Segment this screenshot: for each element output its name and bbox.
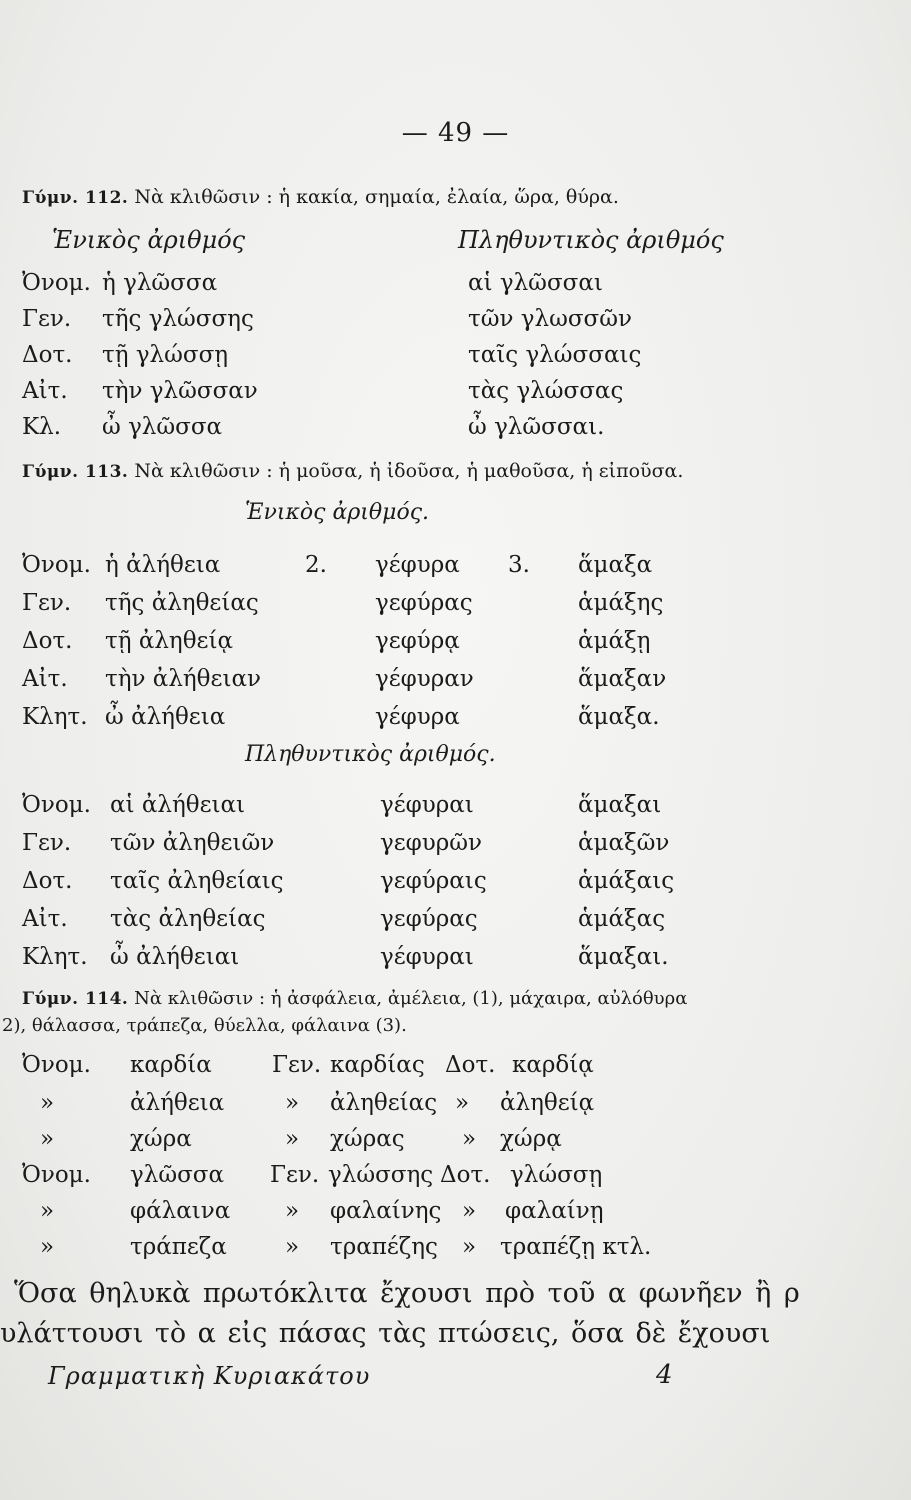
- aletheia-form: ὦ ἀλήθειαι: [110, 944, 240, 970]
- gefyra-form: γέφυραν: [375, 666, 474, 692]
- singular-form: ὦ γλῶσσα: [102, 414, 223, 440]
- ditto-mark: »: [40, 1090, 55, 1116]
- gefyra-form: γεφυρῶν: [380, 830, 483, 856]
- ditto-mark: »: [462, 1126, 477, 1152]
- case-label: Γεν.: [22, 306, 72, 332]
- exercise-113: [22, 460, 683, 482]
- aletheia-form: αἱ ἀλήθειαι: [110, 792, 246, 818]
- hamaxa-form: ἅμαξα.: [578, 704, 660, 730]
- dative-form: γλώσσῃ: [510, 1162, 603, 1188]
- case-label: Δοτ.: [22, 868, 73, 894]
- hamaxa-form: ἅμαξαι: [578, 792, 662, 818]
- nominative-form: καρδία: [130, 1052, 212, 1078]
- singular-form: τῇ γλώσσῃ: [102, 342, 229, 368]
- rule-line: υλάττουσι τὸ α εἰς πάσας τὰς πτώσεις, ὅσα δὲ ἔχουσι: [0, 1318, 771, 1349]
- ditto-mark: »: [285, 1198, 300, 1224]
- aletheia-form: τῇ ἀληθείᾳ: [105, 628, 234, 654]
- singular-heading: Ἑνικὸς ἀριθμός: [52, 226, 246, 254]
- ditto-mark: »: [40, 1198, 55, 1224]
- dative-form: χώρᾳ: [500, 1126, 562, 1152]
- sheet-number: 4: [656, 1360, 673, 1390]
- hamaxa-form: ἁμάξης: [578, 590, 664, 616]
- ditto-mark: »: [40, 1234, 55, 1260]
- dative-form: καρδίᾳ: [512, 1052, 594, 1078]
- plural-heading: Πληθυντικὸς ἀριθμός.: [245, 742, 496, 767]
- dative-form: ἀληθείᾳ: [500, 1090, 595, 1116]
- nominative-form: τράπεζα: [130, 1234, 227, 1260]
- genitive-form: φαλαίνης: [330, 1198, 442, 1224]
- case-label: Γεν.: [270, 1162, 320, 1188]
- nominative-form: φάλαινα: [130, 1198, 231, 1224]
- dative-form: τραπέζῃ κτλ.: [500, 1234, 652, 1260]
- case-label: Αἰτ.: [22, 666, 68, 692]
- aletheia-form: τῆς ἀληθείας: [105, 590, 259, 616]
- case-label: Δοτ.: [440, 1162, 491, 1188]
- gefyra-form: γέφυραι: [380, 944, 474, 970]
- gefyra-form: γεφύραις: [380, 868, 487, 894]
- exercise-text: Νὰ κλιθῶσιν : ἡ ἀσφάλεια, ἀμέλεια, (1), μάχαιρα, αὐλόθυρα: [128, 988, 688, 1009]
- exercise-number: Γύμν. 112.: [22, 188, 129, 208]
- hamaxa-form: ἅμαξα: [578, 552, 653, 578]
- case-label: Αἰτ.: [22, 906, 68, 932]
- page-number: — 49 —: [401, 118, 510, 148]
- aletheia-form: τῶν ἀληθειῶν: [110, 830, 275, 856]
- aletheia-form: ἡ ἀλήθεια: [105, 552, 221, 578]
- hamaxa-form: ἅμαξαν: [578, 666, 667, 692]
- plural-form: τὰς γλώσσας: [468, 378, 624, 404]
- item-number: 2.: [305, 552, 327, 578]
- case-label: Ὀνομ.: [22, 270, 91, 296]
- gefyra-form: γέφυραι: [380, 792, 474, 818]
- case-label: Κλητ.: [22, 704, 88, 730]
- ditto-mark: »: [285, 1126, 300, 1152]
- genitive-form: χώρας: [330, 1126, 405, 1152]
- ditto-mark: »: [40, 1126, 55, 1152]
- genitive-form: γλώσσης: [328, 1162, 434, 1188]
- exercise-text: Νὰ κλιθῶσιν : ἡ κακία, σημαία, ἐλαία, ὥρα, θύρα.: [128, 186, 619, 208]
- ditto-mark: »: [285, 1234, 300, 1260]
- ditto-mark: »: [285, 1090, 300, 1116]
- singular-form: ἡ γλῶσσα: [102, 270, 218, 296]
- hamaxa-form: ἁμάξας: [578, 906, 666, 932]
- ditto-mark: »: [462, 1198, 477, 1224]
- case-label: Ὀνομ.: [22, 1162, 91, 1188]
- gefyra-form: γεφύρας: [380, 906, 478, 932]
- exercise-114-cont: 2), θάλασσα, τράπεζα, θύελλα, φάλαινα (3).: [2, 1015, 407, 1036]
- nominative-form: γλῶσσα: [130, 1162, 225, 1188]
- signature-line: Γραμματικὴ Κυριακάτου: [48, 1362, 371, 1390]
- nominative-form: χώρα: [130, 1126, 192, 1152]
- case-label: Ὀνομ.: [22, 792, 91, 818]
- genitive-form: τραπέζης: [330, 1234, 438, 1260]
- exercise-114: [22, 988, 687, 1009]
- case-label: Κλ.: [22, 414, 62, 440]
- nominative-form: ἀλήθεια: [130, 1090, 225, 1116]
- item-number: 3.: [508, 552, 530, 578]
- genitive-form: ἀληθείας: [330, 1090, 438, 1116]
- genitive-form: καρδίας: [330, 1052, 425, 1078]
- case-label: Δοτ.: [22, 628, 73, 654]
- plural-form: τῶν γλωσσῶν: [468, 306, 632, 332]
- hamaxa-form: ἁμάξῃ: [578, 628, 651, 654]
- ditto-mark: »: [455, 1090, 470, 1116]
- exercise-text: Νὰ κλιθῶσιν : ἡ μοῦσα, ἡ ἰδοῦσα, ἡ μαθοῦσα, ἡ εἰποῦσα.: [128, 460, 684, 482]
- exercise-number: Γύμν. 114.: [22, 989, 129, 1009]
- singular-form: τῆς γλώσσης: [102, 306, 254, 332]
- gefyra-form: γεφύρας: [375, 590, 473, 616]
- gefyra-form: γέφυρα: [375, 552, 460, 578]
- aletheia-form: τὴν ἀλήθειαν: [105, 666, 261, 692]
- plural-form: ταῖς γλώσσαις: [468, 342, 642, 368]
- singular-heading: Ἑνικὸς ἀριθμός.: [245, 500, 430, 525]
- hamaxa-form: ἅμαξαι.: [578, 944, 669, 970]
- aletheia-form: ταῖς ἀληθείαις: [110, 868, 284, 894]
- case-label: Δοτ.: [445, 1052, 496, 1078]
- case-label: Γεν.: [22, 830, 72, 856]
- exercise-112: [22, 186, 619, 208]
- plural-form: ὦ γλῶσσαι.: [468, 414, 605, 440]
- plural-form: αἱ γλῶσσαι: [468, 270, 603, 296]
- case-label: Γεν.: [22, 590, 72, 616]
- hamaxa-form: ἁμαξῶν: [578, 830, 670, 856]
- gefyra-form: γέφυρα: [375, 704, 460, 730]
- gefyra-form: γεφύρᾳ: [375, 628, 460, 654]
- case-label: Γεν.: [272, 1052, 322, 1078]
- exercise-number: Γύμν. 113.: [22, 462, 129, 482]
- case-label: Δοτ.: [22, 342, 73, 368]
- case-label: Αἰτ.: [22, 378, 68, 404]
- rule-line: Ὅσα θηλυκὰ πρωτόκλιτα ἔχουσι πρὸ τοῦ α φωνῆεν ἢ ρ: [14, 1278, 800, 1309]
- case-label: Κλητ.: [22, 944, 88, 970]
- aletheia-form: τὰς ἀληθείας: [110, 906, 266, 932]
- dative-form: φαλαίνῃ: [505, 1198, 604, 1224]
- hamaxa-form: ἁμάξαις: [578, 868, 675, 894]
- aletheia-form: ὦ ἀλήθεια: [105, 704, 226, 730]
- ditto-mark: »: [462, 1234, 477, 1260]
- plural-heading: Πληθυντικὸς ἀριθμός: [458, 226, 724, 254]
- case-label: Ὀνομ.: [22, 1052, 91, 1078]
- singular-form: τὴν γλῶσσαν: [102, 378, 258, 404]
- case-label: Ὀνομ.: [22, 552, 91, 578]
